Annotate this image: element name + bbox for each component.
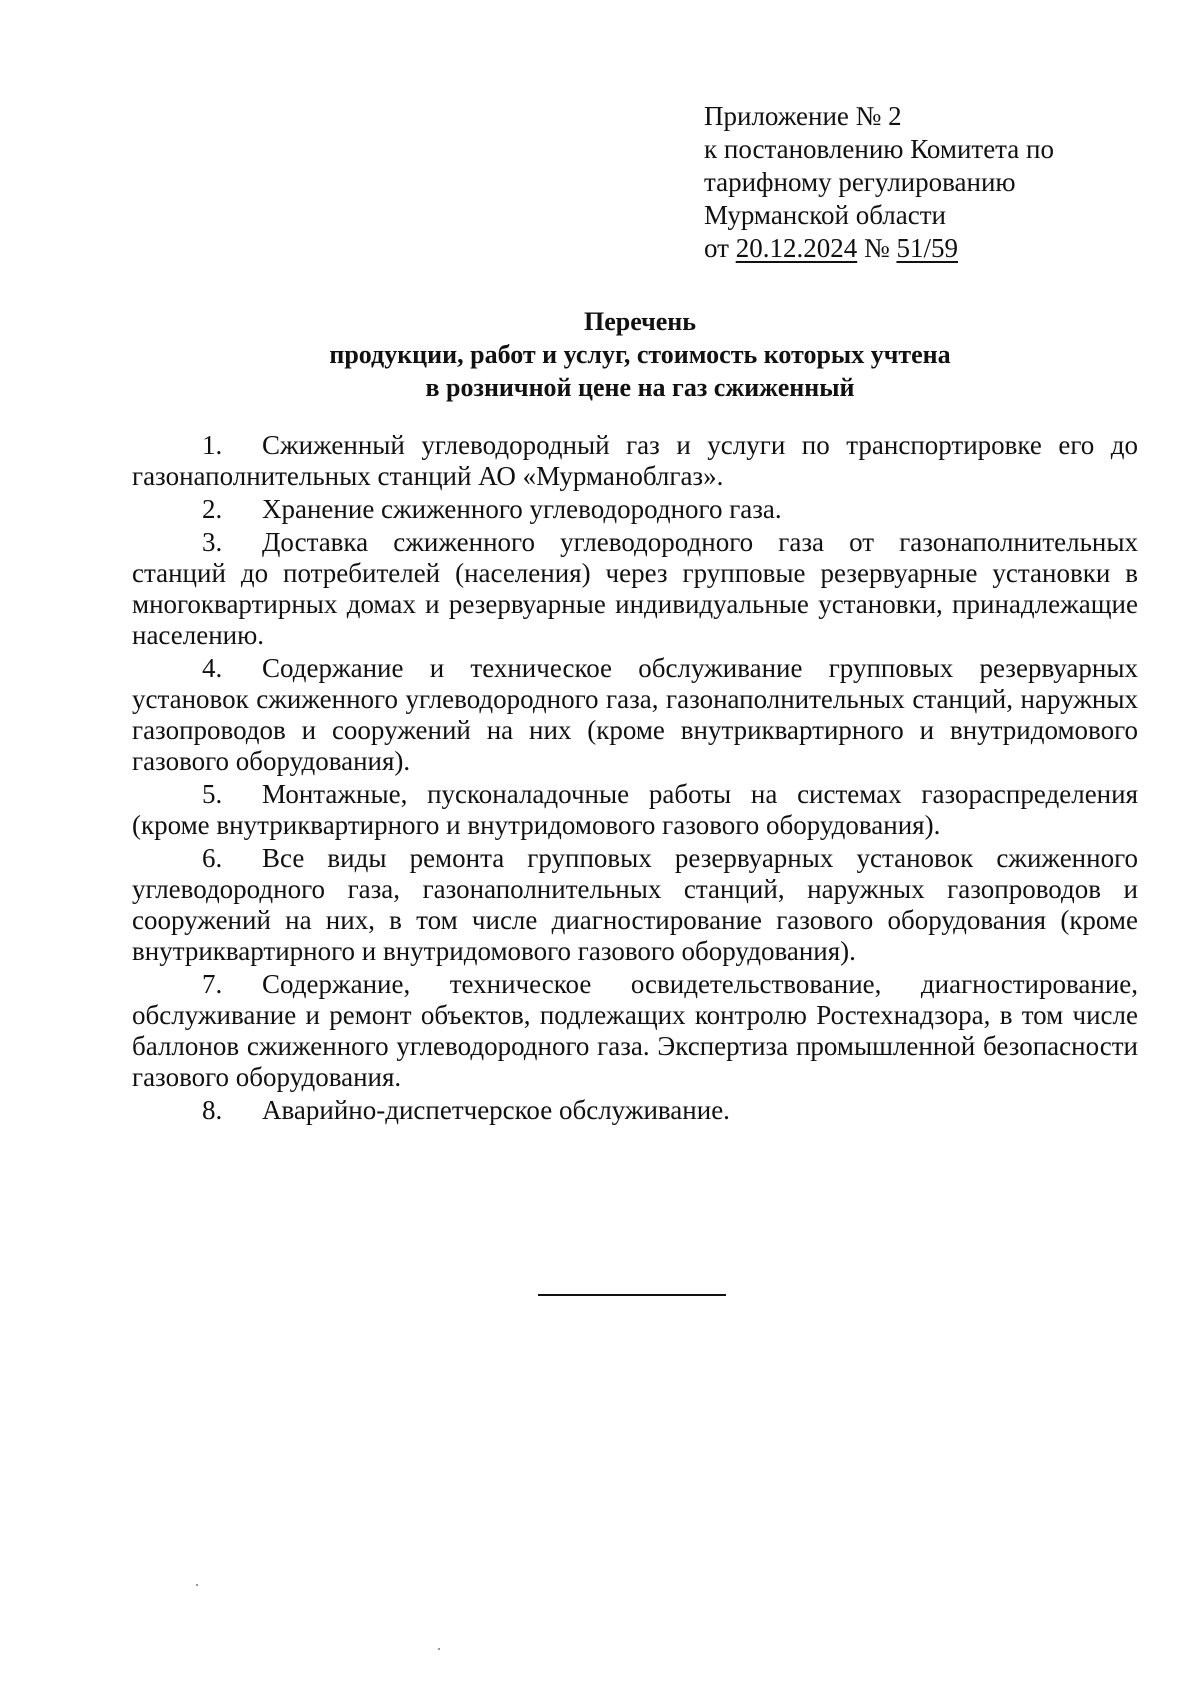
- appendix-line-resolution: к постановлению Комитета по: [704, 134, 1054, 164]
- document-title: [140, 305, 1140, 404]
- item-number: 7.: [202, 969, 223, 999]
- end-divider: [538, 1294, 726, 1296]
- item-text: Доставка сжиженного углеводородного газа от газонаполнительных станций до потребителей (населения) через групповые резервуарные установки в многоквартирных домах и резервуарные индивидуальные установки, принадлежащие населению.: [132, 527, 1138, 650]
- item-text: Сжиженный углеводородный газ и услуги по транспортировке его до газонаполнительных станций АО «Мурманоблгаз».: [132, 430, 1138, 491]
- item-number: 1.: [202, 430, 223, 460]
- list-item: [132, 653, 1138, 777]
- title-line-3: в розничной цене на газ сжиженный: [425, 373, 855, 402]
- title-line-2: продукции, работ и услуг, стоимость которых учтена: [329, 340, 951, 369]
- list-item: [132, 527, 1138, 651]
- resolution-date: 20.12.2024: [735, 233, 858, 263]
- item-number: 4.: [202, 653, 223, 683]
- list-item: [132, 969, 1138, 1093]
- list-item: [132, 779, 1138, 841]
- item-text: Аварийно-диспетчерское обслуживание.: [262, 1095, 730, 1125]
- item-number: 6.: [202, 843, 223, 873]
- appendix-title: Приложение № 2: [704, 101, 902, 131]
- number-prefix: №: [857, 233, 897, 263]
- appendix-header: [704, 100, 1144, 265]
- list-item: [132, 843, 1138, 967]
- item-text: Хранение сжиженного углеводородного газа.: [262, 494, 782, 524]
- item-text: Содержание и техническое обслуживание групповых резервуарных установок сжиженного углеводородного газа, газонаполнительных станций, наружных газопроводов и сооружений на них (кроме внутриквартирного и внутридомового газового оборудования).: [132, 653, 1138, 776]
- item-number: 3.: [202, 527, 223, 557]
- appendix-date-line: [704, 232, 1144, 265]
- item-number: 2.: [202, 494, 223, 524]
- resolution-number: 51/59: [896, 233, 958, 263]
- appendix-line-region: Мурманской области: [704, 200, 946, 230]
- date-prefix: от: [704, 233, 736, 263]
- scan-speck: [196, 1584, 198, 1586]
- title-line-1: Перечень: [583, 307, 697, 336]
- item-text: Все виды ремонта групповых резервуарных установок сжиженного углеводородного газа, газонаполнительных станций, наружных газопроводов и сооружений на них, в том числе диагностирование газового оборудования (кроме внутриквартирного и внутридомового газового оборудования).: [132, 843, 1138, 966]
- item-text: Монтажные, пусконаладочные работы на системах газораспределения (кроме внутриквартирного и внутридомового газового оборудования).: [132, 779, 1138, 840]
- item-text: Содержание, техническое освидетельствование, диагностирование, обслуживание и ремонт объектов, подлежащих контролю Ростехнадзора, в том числе баллонов сжиженного углеводородного газа. Экспертиза промышленной безопасности газового оборудования.: [132, 969, 1138, 1092]
- item-number: 8.: [202, 1095, 223, 1125]
- list-item: [132, 430, 1138, 492]
- items-list: [132, 430, 1138, 1128]
- scan-speck: [438, 1648, 440, 1650]
- list-item: [132, 1095, 1138, 1126]
- appendix-line-committee: тарифному регулированию: [704, 167, 1016, 197]
- item-number: 5.: [202, 779, 223, 809]
- list-item: [132, 494, 1138, 525]
